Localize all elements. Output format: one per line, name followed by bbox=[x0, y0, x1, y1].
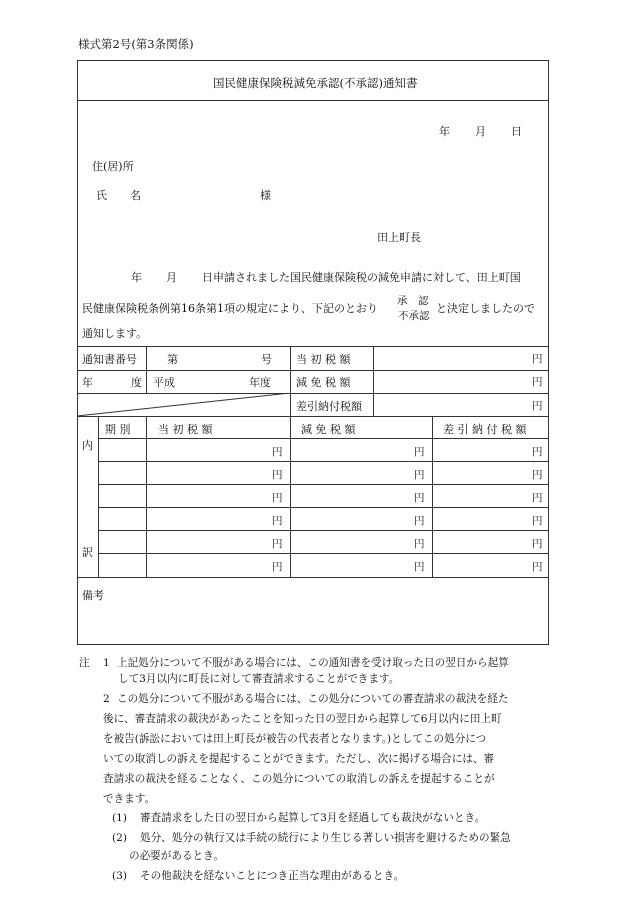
breakdown-rule bbox=[98, 484, 549, 485]
body-line2-end: と決定しましたので bbox=[436, 302, 535, 315]
summary-col-divider-2 bbox=[290, 346, 291, 416]
balance-yen: 円 bbox=[532, 400, 543, 412]
choice-reject: 不承認 bbox=[398, 310, 430, 322]
issuer: 田上町長 bbox=[377, 231, 421, 244]
initial-tax-label: 当 初 税 額 bbox=[296, 353, 351, 366]
breakdown-bottom-rule bbox=[77, 577, 549, 578]
balance-label: 差引納付税額 bbox=[296, 400, 362, 413]
choice-approve: 承 認 bbox=[397, 295, 429, 307]
header-initial-tax: 当 初 税 額 bbox=[158, 423, 213, 436]
form-number: 様式第2号(第3条関係) bbox=[78, 37, 194, 51]
date-month: 月 bbox=[475, 125, 486, 138]
row-initial-yen: 円 bbox=[272, 561, 283, 573]
reduction-label: 減 免 税 額 bbox=[296, 376, 351, 389]
note-1-line1: 上記処分について不服がある場合には、この通知書を受け取った日の翌日から起算 bbox=[117, 657, 509, 669]
subnote-2-line2: の必要があるとき。 bbox=[129, 850, 224, 862]
breakdown-rule bbox=[98, 530, 549, 531]
row-balance-yen: 円 bbox=[532, 469, 543, 481]
notice-no-suffix: 号 bbox=[261, 353, 272, 366]
breakdown-rule bbox=[98, 507, 549, 508]
subnote-3-text: その他裁決を経ないことにつき正当な理由があるとき。 bbox=[140, 870, 405, 882]
header-balance: 差 引 納 付 税 額 bbox=[443, 423, 527, 436]
honorific: 様 bbox=[260, 189, 271, 202]
date-day: 日 bbox=[511, 125, 522, 138]
subnote-3-num: (3) bbox=[112, 870, 128, 882]
breakdown-side-top: 内 bbox=[82, 439, 93, 452]
header-reduction: 減 免 税 額 bbox=[301, 423, 356, 436]
fiscal-year-label-1: 年 bbox=[82, 376, 93, 389]
note-2-line6: できます。 bbox=[103, 793, 156, 805]
row-initial-yen: 円 bbox=[272, 515, 283, 527]
breakdown-side-bottom: 訳 bbox=[82, 546, 93, 559]
summary-bottom-rule bbox=[77, 416, 549, 417]
note-1-num: 1 bbox=[103, 657, 110, 669]
row-balance-yen: 円 bbox=[532, 492, 543, 504]
body-year: 年 bbox=[131, 271, 142, 284]
row-reduction-yen: 円 bbox=[414, 446, 425, 458]
row-balance-yen: 円 bbox=[532, 446, 543, 458]
body-line1: 日申請されました国民健康保険税の減免申請に対して、田上町国 bbox=[202, 271, 521, 284]
body-line2: 民健康保険税条例第16条第1項の規定により、下記のとおり bbox=[82, 302, 378, 315]
row-reduction-yen: 円 bbox=[414, 515, 425, 527]
row-initial-yen: 円 bbox=[272, 446, 283, 458]
address-label: 住(居)所 bbox=[92, 160, 134, 173]
row-initial-yen: 円 bbox=[272, 492, 283, 504]
note-2-line3: を被告(訴訟においては田上町長が被告の代表者となります。)としてこの処分につ bbox=[103, 733, 487, 745]
reduction-yen: 円 bbox=[532, 376, 543, 388]
name-label-1: 氏 bbox=[96, 189, 107, 202]
row-reduction-yen: 円 bbox=[414, 538, 425, 550]
note-2-line1: この処分について不服がある場合には、この処分についての審査請求の裁決を経た bbox=[117, 693, 509, 705]
row-reduction-yen: 円 bbox=[414, 492, 425, 504]
body-line3: 通知します。 bbox=[82, 327, 148, 340]
notice-no-prefix: 第 bbox=[167, 353, 178, 366]
row-balance-yen: 円 bbox=[532, 561, 543, 573]
notice-no-label: 通知書番号 bbox=[82, 353, 137, 366]
header-period: 期 別 bbox=[105, 423, 131, 436]
form-title: 国民健康保険税減免承認(不承認)通知書 bbox=[213, 76, 418, 90]
breakdown-rule bbox=[98, 461, 549, 462]
row-initial-yen: 円 bbox=[272, 538, 283, 550]
fiscal-year-suffix: 年度 bbox=[249, 376, 271, 389]
row-balance-yen: 円 bbox=[532, 515, 543, 527]
summary-col-divider-1 bbox=[146, 346, 147, 393]
note-2-line4: いての取消しの訴えを提起することができます。ただし、次に掲げる場合には、審 bbox=[103, 753, 495, 765]
initial-tax-yen: 円 bbox=[532, 353, 543, 365]
summary-col-divider-3 bbox=[373, 346, 374, 416]
subnote-2-num: (2) bbox=[112, 832, 128, 844]
summary-top-rule bbox=[77, 346, 549, 347]
note-2-line5: 査請求の裁決を経ることなく、この処分についての取消しの訴えを提起することが bbox=[103, 773, 495, 785]
note-2-line2: 後に、審査請求の裁決があったことを知った日の翌日から起算して6月以内に田上町 bbox=[103, 713, 502, 725]
fiscal-year-label-2: 度 bbox=[131, 376, 142, 389]
note-1-line2: して3月以内に町長に対して審査請求することができます。 bbox=[118, 673, 400, 685]
body-month: 月 bbox=[166, 271, 177, 284]
name-label-2: 名 bbox=[130, 189, 141, 202]
date-year: 年 bbox=[439, 125, 450, 138]
notes-prefix: 注 bbox=[79, 657, 90, 669]
note-2-num: 2 bbox=[103, 693, 110, 705]
subnote-1-num: (1) bbox=[112, 812, 128, 824]
title-divider bbox=[77, 100, 549, 101]
row-initial-yen: 円 bbox=[272, 469, 283, 481]
summary-row1-rule bbox=[77, 370, 549, 371]
subnote-2-line1: 処分、処分の執行又は手続の続行により生じる著しい損害を避けるための緊急 bbox=[140, 832, 511, 844]
breakdown-rule bbox=[98, 553, 549, 554]
remarks-label: 備考 bbox=[82, 589, 104, 602]
row-reduction-yen: 円 bbox=[414, 469, 425, 481]
row-reduction-yen: 円 bbox=[414, 561, 425, 573]
empty-cell-diagonal bbox=[77, 393, 290, 416]
breakdown-header-rule bbox=[98, 438, 549, 439]
era: 平成 bbox=[153, 376, 175, 389]
subnote-1-text: 審査請求をした日の翌日から起算して3月を経過しても裁決がないとき。 bbox=[140, 812, 486, 824]
row-balance-yen: 円 bbox=[532, 538, 543, 550]
